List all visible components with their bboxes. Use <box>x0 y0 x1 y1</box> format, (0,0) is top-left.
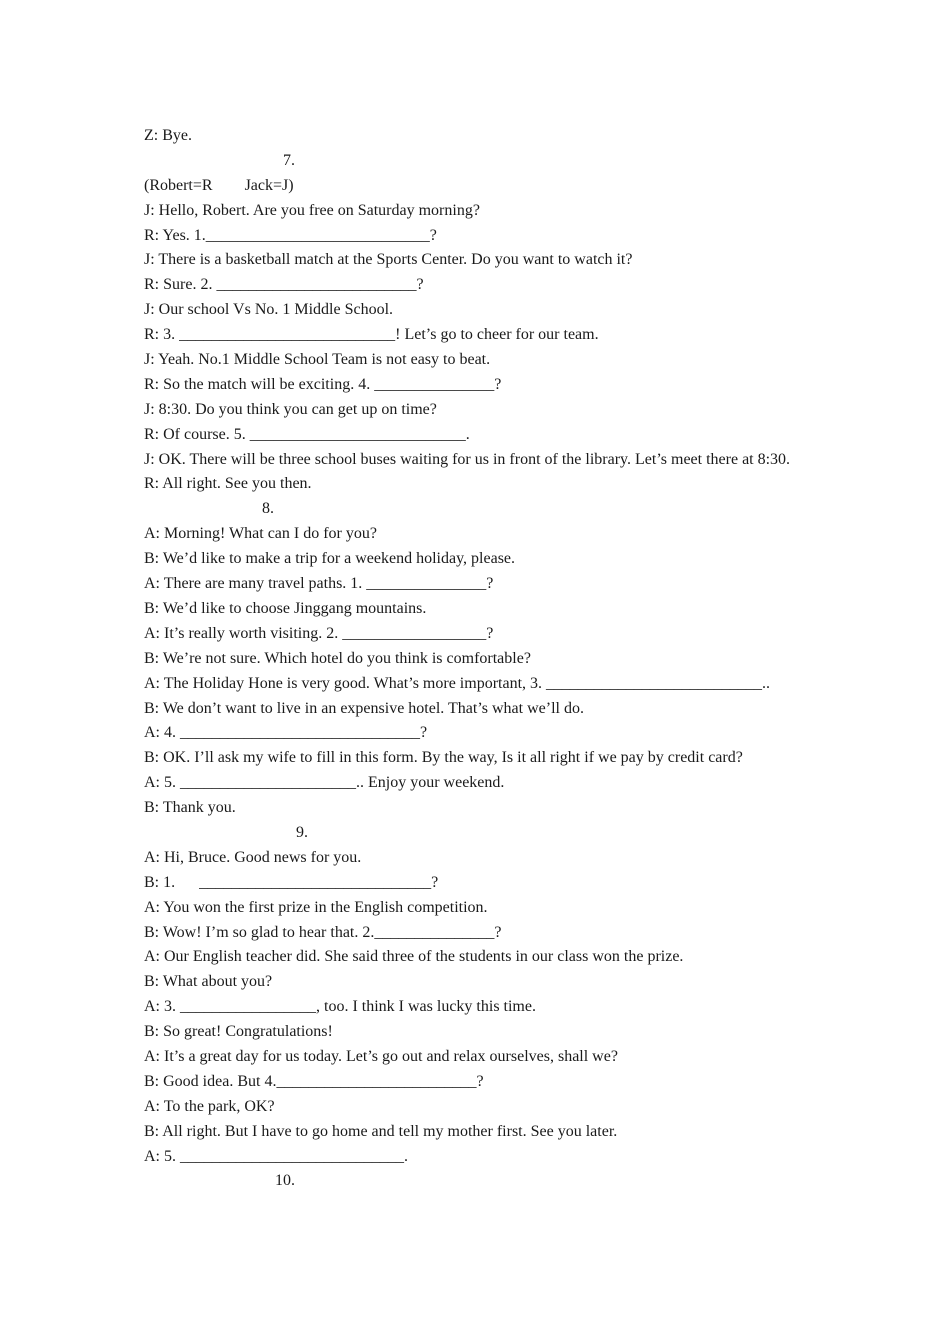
dialogue-line: R: Of course. 5. ___________________________. <box>144 425 470 443</box>
dialogue-line: A: There are many travel paths. 1. _______________? <box>144 575 494 593</box>
dialogue-line: B: Wow! I’m so glad to hear that. 2._______________? <box>144 923 502 941</box>
speaker-key: (Robert=R Jack=J) <box>144 176 294 194</box>
dialogue-line: J: Hello, Robert. Are you free on Saturday morning? <box>144 201 480 219</box>
dialogue-line: Z: Bye. <box>144 127 192 144</box>
dialogue-line: R: Yes. 1.____________________________? <box>144 226 437 244</box>
dialogue-line: A: 5. ____________________________. <box>144 1147 408 1165</box>
dialogue-line: A: It’s a great day for us today. Let’s go out and relax ourselves, shall we? <box>144 1047 618 1065</box>
section-number-7: 7. <box>283 151 295 169</box>
dialogue-line: R: Sure. 2. _________________________? <box>144 276 424 294</box>
dialogue-line: R: 3. ___________________________! Let’s go to cheer for our team. <box>144 326 599 344</box>
dialogue-line: B: We’d like to make a trip for a weekend holiday, please. <box>144 550 516 568</box>
dialogue-line: J: There is a basketball match at the Sports Center. Do you want to watch it? <box>144 251 633 269</box>
dialogue-line: A: 5. ______________________.. Enjoy your weekend. <box>144 774 505 792</box>
dialogue-line: B: We don’t want to live in an expensive hotel. That’s what we’ll do. <box>144 699 584 717</box>
dialogue-line: B: All right. But I have to go home and tell my mother first. See you later. <box>144 1122 618 1140</box>
dialogue-line: B: We’re not sure. Which hotel do you think is comfortable? <box>144 649 531 667</box>
dialogue-line: B: What about you? <box>144 973 273 991</box>
section-number-9: 9. <box>296 823 308 841</box>
dialogue-line: A: To the park, OK? <box>144 1097 275 1115</box>
document-page <box>144 124 806 1194</box>
dialogue-line: J: 8:30. Do you think you can get up on time? <box>144 400 437 418</box>
section-number-10: 10. <box>275 1172 295 1190</box>
dialogue-line: B: 1. _____________________________? <box>144 873 439 891</box>
dialogue-line: A: You won the first prize in the English competition. <box>144 898 488 916</box>
dialogue-line: A: 4. ______________________________? <box>144 724 428 742</box>
dialogue-line: B: OK. I’ll ask my wife to fill in this form. By the way, Is it all right if we pay by credit card? <box>144 749 743 767</box>
section-number-8: 8. <box>262 500 274 518</box>
dialogue-line: B: We’d like to choose Jinggang mountains. <box>144 599 427 617</box>
dialogue-line: J: Our school Vs No. 1 Middle School. <box>144 301 394 319</box>
dialogue-line: R: All right. See you then. <box>144 475 312 493</box>
dialogue-line: A: The Holiday Hone is very good. What’s more important, 3. ___________________________.. <box>144 674 771 692</box>
dialogue-line: J: Yeah. No.1 Middle School Team is not easy to beat. <box>144 351 491 369</box>
dialogue-line: J: OK. There will be three school buses waiting for us in front of the library. Let’s meet there at 8:30. <box>144 450 791 468</box>
dialogue-line: B: Good idea. But 4._________________________? <box>144 1072 484 1090</box>
dialogue-line: A: Our English teacher did. She said three of the students in our class won the prize. <box>144 948 684 966</box>
dialogue-line: A: 3. _________________, too. I think I was lucky this time. <box>144 998 536 1016</box>
dialogue-line: R: So the match will be exciting. 4. _______________? <box>144 375 502 393</box>
dialogue-line: A: It’s really worth visiting. 2. __________________? <box>144 624 494 642</box>
dialogue-line: B: So great! Congratulations! <box>144 1023 333 1041</box>
dialogue-line: B: Thank you. <box>144 799 236 817</box>
dialogue-line: A: Morning! What can I do for you? <box>144 525 377 543</box>
dialogue-line: A: Hi, Bruce. Good news for you. <box>144 848 362 866</box>
